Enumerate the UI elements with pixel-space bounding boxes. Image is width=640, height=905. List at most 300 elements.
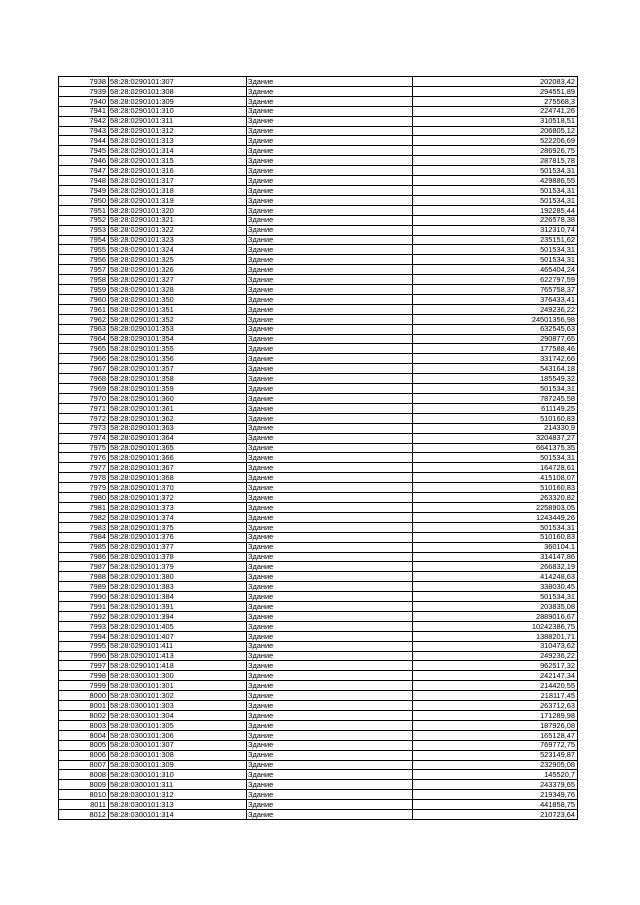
- cadastral-number-cell: 58:28:0290101:324: [109, 245, 247, 255]
- table-row: [59, 304, 578, 314]
- cadastral-value-cell: 171289,98: [413, 711, 578, 721]
- cadastral-value-cell: 165128,47: [413, 730, 578, 740]
- table-row: [59, 166, 578, 176]
- cadastral-value-cell: 214420,55: [413, 681, 578, 691]
- row-number-cell: 7956: [59, 255, 109, 265]
- row-number-cell: 7983: [59, 522, 109, 532]
- table-row: [59, 572, 578, 582]
- cadastral-value-cell: 214330,9: [413, 423, 578, 433]
- row-number-cell: 7996: [59, 651, 109, 661]
- cadastral-value-cell: 414248,63: [413, 572, 578, 582]
- cadastral-number-cell: 58:28:0290101:384: [109, 592, 247, 602]
- cadastral-number-cell: 58:28:0290101:394: [109, 611, 247, 621]
- cadastral-number-cell: 58:28:0290101:361: [109, 403, 247, 413]
- object-type-cell: Здание: [247, 106, 413, 116]
- row-number-cell: 7988: [59, 572, 109, 582]
- object-type-cell: Здание: [247, 522, 413, 532]
- object-type-cell: Здание: [247, 413, 413, 423]
- cadastral-value-cell: 2258903,05: [413, 502, 578, 512]
- cadastral-number-cell: 58:28:0290101:391: [109, 602, 247, 612]
- object-type-cell: Здание: [247, 681, 413, 691]
- table-row: [59, 631, 578, 641]
- cadastral-number-cell: 58:28:0290101:359: [109, 384, 247, 394]
- row-number-cell: 7976: [59, 453, 109, 463]
- table-row: [59, 681, 578, 691]
- table-row: [59, 701, 578, 711]
- cadastral-value-cell: 242147,34: [413, 671, 578, 681]
- object-type-cell: Здание: [247, 374, 413, 384]
- row-number-cell: 7957: [59, 265, 109, 275]
- table-row: [59, 423, 578, 433]
- cadastral-number-cell: 58:28:0290101:314: [109, 146, 247, 156]
- cadastral-number-cell: 58:28:0290101:383: [109, 582, 247, 592]
- table-row: [59, 235, 578, 245]
- cadastral-value-cell: 376433,41: [413, 294, 578, 304]
- table-row: [59, 433, 578, 443]
- row-number-cell: 8003: [59, 720, 109, 730]
- table-row: [59, 195, 578, 205]
- row-number-cell: 7943: [59, 126, 109, 136]
- cadastral-number-cell: 58:28:0290101:364: [109, 433, 247, 443]
- table-row: [59, 502, 578, 512]
- cadastral-number-cell: 58:28:0290101:357: [109, 364, 247, 374]
- table-row: [59, 720, 578, 730]
- row-number-cell: 7941: [59, 106, 109, 116]
- row-number-cell: 7945: [59, 146, 109, 156]
- object-type-cell: Здание: [247, 205, 413, 215]
- table-row: [59, 156, 578, 166]
- table-body: [59, 77, 578, 820]
- object-type-cell: Здание: [247, 235, 413, 245]
- object-type-cell: Здание: [247, 403, 413, 413]
- row-number-cell: 8004: [59, 730, 109, 740]
- row-number-cell: 8006: [59, 750, 109, 760]
- cadastral-value-cell: 787245,58: [413, 394, 578, 404]
- cadastral-number-cell: 58:28:0300101:311: [109, 780, 247, 790]
- cadastral-value-cell: 331742,66: [413, 354, 578, 364]
- cadastral-value-cell: 501534,31: [413, 195, 578, 205]
- object-type-cell: Здание: [247, 770, 413, 780]
- cadastral-value-cell: 543164,18: [413, 364, 578, 374]
- object-type-cell: Здание: [247, 701, 413, 711]
- object-type-cell: Здание: [247, 77, 413, 87]
- row-number-cell: 7969: [59, 384, 109, 394]
- table-row: [59, 185, 578, 195]
- table-row: [59, 562, 578, 572]
- table-row: [59, 582, 578, 592]
- row-number-cell: 7989: [59, 582, 109, 592]
- row-number-cell: 7975: [59, 443, 109, 453]
- row-number-cell: 7970: [59, 394, 109, 404]
- row-number-cell: 8005: [59, 740, 109, 750]
- table-row: [59, 493, 578, 503]
- table-row: [59, 285, 578, 295]
- row-number-cell: 8001: [59, 701, 109, 711]
- cadastral-value-cell: 286926,75: [413, 146, 578, 156]
- object-type-cell: Здание: [247, 810, 413, 820]
- table-row: [59, 294, 578, 304]
- cadastral-value-cell: 177588,46: [413, 344, 578, 354]
- object-type-cell: Здание: [247, 602, 413, 612]
- table-row: [59, 770, 578, 780]
- object-type-cell: Здание: [247, 384, 413, 394]
- object-type-cell: Здание: [247, 493, 413, 503]
- object-type-cell: Здание: [247, 86, 413, 96]
- table-row: [59, 314, 578, 324]
- table-row: [59, 542, 578, 552]
- table-row: [59, 413, 578, 423]
- table-row: [59, 810, 578, 820]
- row-number-cell: 7982: [59, 512, 109, 522]
- object-type-cell: Здание: [247, 275, 413, 285]
- cadastral-number-cell: 58:28:0290101:325: [109, 255, 247, 265]
- cadastral-value-cell: 224741,26: [413, 106, 578, 116]
- cadastral-number-cell: 58:28:0290101:311: [109, 116, 247, 126]
- table-row: [59, 374, 578, 384]
- cadastral-number-cell: 58:28:0300101:301: [109, 681, 247, 691]
- row-number-cell: 7974: [59, 433, 109, 443]
- row-number-cell: 7994: [59, 631, 109, 641]
- row-number-cell: 8000: [59, 691, 109, 701]
- object-type-cell: Здание: [247, 146, 413, 156]
- cadastral-number-cell: 58:28:0290101:317: [109, 176, 247, 186]
- cadastral-number-cell: 58:28:0290101:355: [109, 344, 247, 354]
- table-row: [59, 532, 578, 542]
- object-type-cell: Здание: [247, 463, 413, 473]
- row-number-cell: 7966: [59, 354, 109, 364]
- row-number-cell: 7991: [59, 602, 109, 612]
- table-row: [59, 552, 578, 562]
- table-row: [59, 780, 578, 790]
- row-number-cell: 7952: [59, 215, 109, 225]
- table-row: [59, 473, 578, 483]
- table-row: [59, 354, 578, 364]
- object-type-cell: Здание: [247, 225, 413, 235]
- cadastral-number-cell: 58:28:0290101:366: [109, 453, 247, 463]
- table-row: [59, 512, 578, 522]
- cadastral-number-cell: 58:28:0290101:367: [109, 463, 247, 473]
- object-type-cell: Здание: [247, 245, 413, 255]
- cadastral-value-cell: 3204837,27: [413, 433, 578, 443]
- row-number-cell: 7950: [59, 195, 109, 205]
- cadastral-number-cell: 58:28:0290101:411: [109, 641, 247, 651]
- table-row: [59, 324, 578, 334]
- cadastral-number-cell: 58:28:0300101:306: [109, 730, 247, 740]
- cadastral-value-cell: 24501356,98: [413, 314, 578, 324]
- row-number-cell: 7997: [59, 661, 109, 671]
- cadastral-number-cell: 58:28:0290101:360: [109, 394, 247, 404]
- table-row: [59, 245, 578, 255]
- cadastral-value-cell: 338030,45: [413, 582, 578, 592]
- cadastral-value-cell: 164728,61: [413, 463, 578, 473]
- cadastral-value-cell: 510160,83: [413, 413, 578, 423]
- object-type-cell: Здание: [247, 285, 413, 295]
- cadastral-number-cell: 58:28:0290101:323: [109, 235, 247, 245]
- cadastral-value-cell: 203835,08: [413, 602, 578, 612]
- cadastral-value-cell: 310473,62: [413, 641, 578, 651]
- table-row: [59, 126, 578, 136]
- row-number-cell: 7946: [59, 156, 109, 166]
- object-type-cell: Здание: [247, 651, 413, 661]
- table-row: [59, 384, 578, 394]
- table-row: [59, 344, 578, 354]
- row-number-cell: 7984: [59, 532, 109, 542]
- row-number-cell: 7987: [59, 562, 109, 572]
- object-type-cell: Здание: [247, 473, 413, 483]
- cadastral-number-cell: 58:28:0290101:354: [109, 334, 247, 344]
- object-type-cell: Здание: [247, 720, 413, 730]
- cadastral-value-cell: 185549,32: [413, 374, 578, 384]
- cadastral-number-cell: 58:28:0290101:352: [109, 314, 247, 324]
- cadastral-number-cell: 58:28:0290101:365: [109, 443, 247, 453]
- row-number-cell: 7977: [59, 463, 109, 473]
- object-type-cell: Здание: [247, 552, 413, 562]
- row-number-cell: 7968: [59, 374, 109, 384]
- object-type-cell: Здание: [247, 750, 413, 760]
- object-type-cell: Здание: [247, 344, 413, 354]
- cadastral-value-cell: 314147,86: [413, 552, 578, 562]
- row-number-cell: 7962: [59, 314, 109, 324]
- row-number-cell: 7944: [59, 136, 109, 146]
- cadastral-number-cell: 58:28:0290101:353: [109, 324, 247, 334]
- object-type-cell: Здание: [247, 572, 413, 582]
- row-number-cell: 7940: [59, 96, 109, 106]
- row-number-cell: 7979: [59, 483, 109, 493]
- cadastral-number-cell: 58:28:0300101:313: [109, 800, 247, 810]
- table-row: [59, 691, 578, 701]
- cadastral-number-cell: 58:28:0290101:328: [109, 285, 247, 295]
- cadastral-value-cell: 2889016,67: [413, 611, 578, 621]
- row-number-cell: 8002: [59, 711, 109, 721]
- object-type-cell: Здание: [247, 542, 413, 552]
- cadastral-number-cell: 58:28:0290101:362: [109, 413, 247, 423]
- row-number-cell: 7948: [59, 176, 109, 186]
- cadastral-value-cell: 187926,08: [413, 720, 578, 730]
- object-type-cell: Здание: [247, 780, 413, 790]
- table-row: [59, 146, 578, 156]
- table-row: [59, 86, 578, 96]
- table-row: [59, 275, 578, 285]
- cadastral-number-cell: 58:28:0290101:374: [109, 512, 247, 522]
- row-number-cell: 7959: [59, 285, 109, 295]
- object-type-cell: Здание: [247, 483, 413, 493]
- object-type-cell: Здание: [247, 631, 413, 641]
- cadastral-value-cell: 523149,87: [413, 750, 578, 760]
- table-row: [59, 730, 578, 740]
- object-type-cell: Здание: [247, 691, 413, 701]
- row-number-cell: 8011: [59, 800, 109, 810]
- cadastral-number-cell: 58:28:0290101:378: [109, 552, 247, 562]
- cadastral-value-cell: 501534,31: [413, 185, 578, 195]
- object-type-cell: Здание: [247, 255, 413, 265]
- table-row: [59, 711, 578, 721]
- cadastral-value-cell: 622797,59: [413, 275, 578, 285]
- object-type-cell: Здание: [247, 136, 413, 146]
- object-type-cell: Здание: [247, 790, 413, 800]
- cadastral-value-cell: 962517,32: [413, 661, 578, 671]
- cadastral-value-cell: 501534,31: [413, 245, 578, 255]
- table-row: [59, 176, 578, 186]
- object-type-cell: Здание: [247, 800, 413, 810]
- cadastral-number-cell: 58:28:0290101:405: [109, 621, 247, 631]
- cadastral-value-cell: 235151,62: [413, 235, 578, 245]
- row-number-cell: 7949: [59, 185, 109, 195]
- row-number-cell: 7981: [59, 502, 109, 512]
- cadastral-number-cell: 58:28:0290101:319: [109, 195, 247, 205]
- object-type-cell: Здание: [247, 512, 413, 522]
- object-type-cell: Здание: [247, 611, 413, 621]
- object-type-cell: Здание: [247, 711, 413, 721]
- cadastral-value-cell: 501534,31: [413, 166, 578, 176]
- cadastral-number-cell: 58:28:0290101:326: [109, 265, 247, 275]
- table-row: [59, 661, 578, 671]
- cadastral-value-cell: 145520,7: [413, 770, 578, 780]
- row-number-cell: 7963: [59, 324, 109, 334]
- cadastral-value-cell: 6641375,35: [413, 443, 578, 453]
- cadastral-number-cell: 58:28:0290101:372: [109, 493, 247, 503]
- cadastral-number-cell: 58:28:0290101:313: [109, 136, 247, 146]
- object-type-cell: Здание: [247, 116, 413, 126]
- cadastral-number-cell: 58:28:0290101:377: [109, 542, 247, 552]
- cadastral-number-cell: 58:28:0290101:350: [109, 294, 247, 304]
- cadastral-number-cell: 58:28:0290101:418: [109, 661, 247, 671]
- row-number-cell: 7953: [59, 225, 109, 235]
- row-number-cell: 8012: [59, 810, 109, 820]
- object-type-cell: Здание: [247, 730, 413, 740]
- cadastral-value-cell: 310518,51: [413, 116, 578, 126]
- cadastral-value-table: [58, 76, 578, 820]
- cadastral-number-cell: 58:28:0300101:310: [109, 770, 247, 780]
- cadastral-number-cell: 58:28:0300101:300: [109, 671, 247, 681]
- cadastral-number-cell: 58:28:0290101:373: [109, 502, 247, 512]
- table-row: [59, 364, 578, 374]
- row-number-cell: 7985: [59, 542, 109, 552]
- table-row: [59, 77, 578, 87]
- object-type-cell: Здание: [247, 96, 413, 106]
- table-row: [59, 215, 578, 225]
- object-type-cell: Здание: [247, 423, 413, 433]
- row-number-cell: 7942: [59, 116, 109, 126]
- table-row: [59, 403, 578, 413]
- cadastral-number-cell: 58:28:0300101:304: [109, 711, 247, 721]
- cadastral-value-cell: 429886,55: [413, 176, 578, 186]
- table-row: [59, 96, 578, 106]
- table-row: [59, 443, 578, 453]
- cadastral-number-cell: 58:28:0290101:379: [109, 562, 247, 572]
- object-type-cell: Здание: [247, 582, 413, 592]
- cadastral-value-cell: 510160,83: [413, 532, 578, 542]
- cadastral-number-cell: 58:28:0290101:376: [109, 532, 247, 542]
- cadastral-number-cell: 58:28:0290101:322: [109, 225, 247, 235]
- cadastral-value-cell: 10242386,75: [413, 621, 578, 631]
- table-row: [59, 205, 578, 215]
- row-number-cell: 8008: [59, 770, 109, 780]
- object-type-cell: Здание: [247, 185, 413, 195]
- object-type-cell: Здание: [247, 641, 413, 651]
- row-number-cell: 7972: [59, 413, 109, 423]
- cadastral-value-cell: 360104,1: [413, 542, 578, 552]
- cadastral-value-cell: 294551,89: [413, 86, 578, 96]
- cadastral-value-cell: 249236,22: [413, 304, 578, 314]
- table-row: [59, 621, 578, 631]
- cadastral-value-cell: 275568,3: [413, 96, 578, 106]
- table-row: [59, 800, 578, 810]
- row-number-cell: 7990: [59, 592, 109, 602]
- cadastral-value-cell: 210723,64: [413, 810, 578, 820]
- object-type-cell: Здание: [247, 453, 413, 463]
- row-number-cell: 7967: [59, 364, 109, 374]
- object-type-cell: Здание: [247, 532, 413, 542]
- table-row: [59, 611, 578, 621]
- table-row: [59, 136, 578, 146]
- row-number-cell: 7939: [59, 86, 109, 96]
- cadastral-number-cell: 58:28:0300101:305: [109, 720, 247, 730]
- cadastral-value-cell: 312310,74: [413, 225, 578, 235]
- object-type-cell: Здание: [247, 354, 413, 364]
- object-type-cell: Здание: [247, 671, 413, 681]
- cadastral-value-cell: 287815,78: [413, 156, 578, 166]
- row-number-cell: 7980: [59, 493, 109, 503]
- cadastral-number-cell: 58:28:0290101:368: [109, 473, 247, 483]
- cadastral-number-cell: 58:28:0290101:407: [109, 631, 247, 641]
- table-row: [59, 740, 578, 750]
- object-type-cell: Здание: [247, 265, 413, 275]
- cadastral-number-cell: 58:28:0290101:320: [109, 205, 247, 215]
- row-number-cell: 7995: [59, 641, 109, 651]
- cadastral-number-cell: 58:28:0290101:310: [109, 106, 247, 116]
- cadastral-number-cell: 58:28:0290101:307: [109, 77, 247, 87]
- cadastral-number-cell: 58:28:0290101:370: [109, 483, 247, 493]
- cadastral-number-cell: 58:28:0290101:315: [109, 156, 247, 166]
- row-number-cell: 8007: [59, 760, 109, 770]
- cadastral-value-cell: 1388201,71: [413, 631, 578, 641]
- cadastral-value-cell: 266832,19: [413, 562, 578, 572]
- row-number-cell: 7986: [59, 552, 109, 562]
- row-number-cell: 7973: [59, 423, 109, 433]
- table-row: [59, 592, 578, 602]
- row-number-cell: 7938: [59, 77, 109, 87]
- row-number-cell: 7999: [59, 681, 109, 691]
- table-row: [59, 116, 578, 126]
- row-number-cell: 7947: [59, 166, 109, 176]
- table-row: [59, 671, 578, 681]
- table-row: [59, 641, 578, 651]
- object-type-cell: Здание: [247, 215, 413, 225]
- cadastral-value-cell: 465404,24: [413, 265, 578, 275]
- cadastral-value-cell: 219349,76: [413, 790, 578, 800]
- object-type-cell: Здание: [247, 334, 413, 344]
- cadastral-value-cell: 501534,31: [413, 592, 578, 602]
- cadastral-number-cell: 58:28:0290101:316: [109, 166, 247, 176]
- row-number-cell: 7978: [59, 473, 109, 483]
- cadastral-number-cell: 58:28:0290101:351: [109, 304, 247, 314]
- object-type-cell: Здание: [247, 176, 413, 186]
- cadastral-value-cell: 226578,38: [413, 215, 578, 225]
- cadastral-number-cell: 58:28:0290101:309: [109, 96, 247, 106]
- object-type-cell: Здание: [247, 433, 413, 443]
- object-type-cell: Здание: [247, 502, 413, 512]
- object-type-cell: Здание: [247, 443, 413, 453]
- cadastral-value-cell: 501534,31: [413, 453, 578, 463]
- object-type-cell: Здание: [247, 661, 413, 671]
- cadastral-number-cell: 58:28:0290101:327: [109, 275, 247, 285]
- cadastral-value-cell: 202083,42: [413, 77, 578, 87]
- cadastral-value-cell: 263320,82: [413, 493, 578, 503]
- row-number-cell: 8009: [59, 780, 109, 790]
- row-number-cell: 7954: [59, 235, 109, 245]
- row-number-cell: 7971: [59, 403, 109, 413]
- cadastral-value-cell: 243379,65: [413, 780, 578, 790]
